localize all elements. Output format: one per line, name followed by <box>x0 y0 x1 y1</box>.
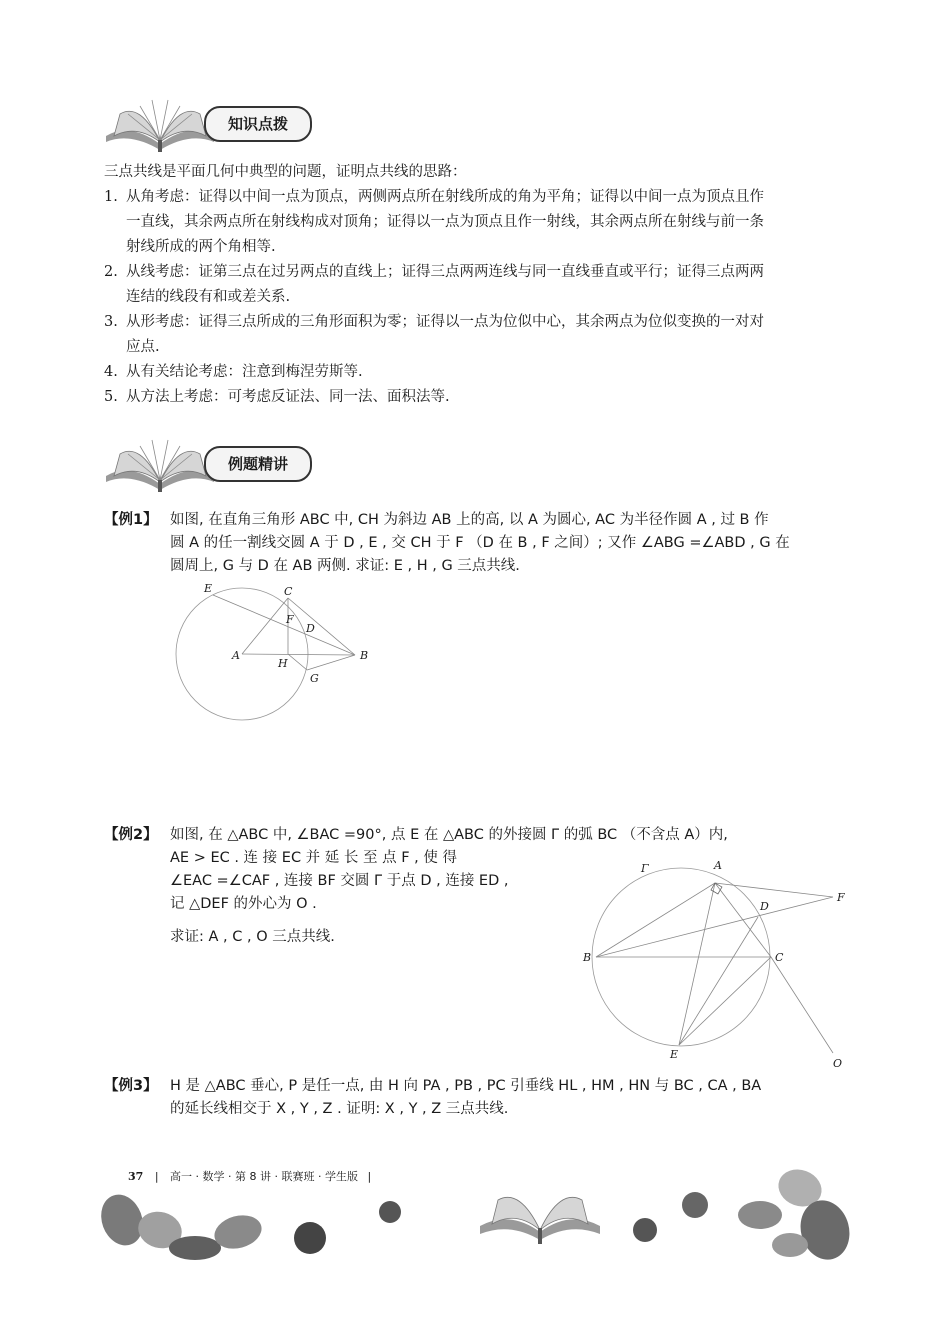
list-text <box>126 385 849 410</box>
list-item <box>104 260 849 310</box>
point-label: C <box>284 585 293 598</box>
page-number: 37 <box>128 1170 144 1183</box>
prove-statement: 求证: A , C , O 三点共线. <box>170 929 335 945</box>
list-text <box>126 360 849 385</box>
list-line: 从形考虑：证得三点所成的三角形面积为零；证得以一点为位似中心，其余两点为位似变换的一对对 <box>126 314 764 330</box>
list-text <box>126 310 849 360</box>
list-line: 从有关结论考虑：注意到梅涅劳斯等. <box>126 364 363 380</box>
leaf-icon <box>100 1189 401 1260</box>
point-label: D <box>760 900 769 913</box>
list-number: 2. <box>104 264 118 280</box>
point-label: A <box>232 649 240 662</box>
list-number: 4. <box>104 364 118 380</box>
example-tag: 【例3】 <box>104 1078 158 1094</box>
points-list <box>104 185 849 410</box>
list-number: 3. <box>104 314 118 330</box>
list-item <box>104 360 849 385</box>
point-label: Γ <box>641 862 649 875</box>
point-label: B <box>583 951 592 964</box>
point-label: B <box>360 649 369 662</box>
point-label: H <box>278 657 288 670</box>
section-title: 知识点拨 <box>204 106 312 142</box>
list-line: 一直线，其余两点所在射线构成对顶角；证得以一点为顶点且作一射线，其余两点所在射线与前一条 <box>126 214 764 230</box>
open-book-icon <box>100 92 220 156</box>
example-line: 如图, 在 △ABC 中, ∠BAC =90°, 点 E 在 △ABC 的外接圆 Γ 的弧 BC （不含点 A）内, <box>170 827 728 843</box>
point-label: G <box>310 672 319 685</box>
knowledge-body <box>104 160 849 410</box>
section-banner-examples <box>100 432 340 496</box>
list-line: 从角考虑：证得以中间一点为顶点，两侧两点所在射线所成的角为平角；证得以中间一点为顶点且作 <box>126 189 764 205</box>
figure-1-diagram <box>170 578 390 728</box>
point-label: C <box>775 951 784 964</box>
example-3 <box>104 1075 849 1121</box>
intro-text: 三点共线是平面几何中典型的问题，证明点共线的思路： <box>104 164 467 180</box>
example-line: 记 △DEF 的外心为 O . <box>170 896 317 912</box>
footer-decoration <box>100 1160 850 1270</box>
list-line: 连结的线段有和或差关系. <box>126 289 291 305</box>
example-line: AE > EC . 连 接 EC 并 延 长 至 点 F , 使 得 <box>170 850 457 866</box>
example-line: 圆周上, G 与 D 在 AB 两侧. 求证: E , H , G 三点共线. <box>170 558 520 574</box>
open-book-icon <box>100 432 220 496</box>
list-line: 从线考虑：证第三点在过另两点的直线上；证得三点两两连线与同一直线垂直或平行；证得三点两两 <box>126 264 764 280</box>
point-label: F <box>286 613 294 626</box>
example-tag: 【例1】 <box>104 512 158 528</box>
list-item <box>104 310 849 360</box>
point-label: A <box>714 859 722 872</box>
footer-caption: 高一 · 数学 · 第 8 讲 · 联赛班 · 学生版 <box>170 1170 358 1183</box>
leaf-icon <box>633 1164 850 1266</box>
point-label: D <box>306 622 315 635</box>
list-text <box>126 260 849 310</box>
example-line: H 是 △ABC 垂心, P 是任一点, 由 H 向 PA , PB , PC 引垂线 HL , HM , HN 与 BC , CA , BA <box>170 1078 762 1094</box>
page-footer: 37 | 高一 · 数学 · 第 8 讲 · 联赛班 · 学生版 | <box>128 1170 372 1183</box>
point-label: F <box>837 891 845 904</box>
list-line: 应点. <box>126 339 160 355</box>
list-line: 从方法上考虑：可考虑反证法、同一法、面积法等. <box>126 389 450 405</box>
example-line: 如图, 在直角三角形 ABC 中, CH 为斜边 AB 上的高, 以 A 为圆心, AC 为半径作圆 A , 过 B 作 <box>170 512 769 528</box>
point-label: O <box>833 1057 843 1070</box>
section-title: 例题精讲 <box>204 446 312 482</box>
figure-2-diagram <box>575 855 855 1075</box>
example-tag: 【例2】 <box>104 827 158 843</box>
list-number: 1. <box>104 189 118 205</box>
open-book-icon <box>480 1197 600 1244</box>
list-number: 5. <box>104 389 118 405</box>
example-1 <box>104 509 849 578</box>
example-line: ∠EAC =∠CAF , 连接 BF 交圆 Γ 于点 D , 连接 ED , <box>170 873 509 889</box>
example-line: 圆 A 的任一割线交圆 A 于 D , E , 交 CH 于 F （D 在 B , F 之间）; 又作 ∠ABG =∠ABD , G 在 <box>170 535 790 551</box>
list-item <box>104 185 849 260</box>
point-label: E <box>670 1048 679 1061</box>
list-line: 射线所成的两个角相等. <box>126 239 276 255</box>
point-label: E <box>204 582 213 595</box>
example-line: 的延长线相交于 X , Y , Z . 证明: X , Y , Z 三点共线. <box>170 1101 509 1117</box>
section-banner-knowledge <box>100 92 340 156</box>
list-text <box>126 185 849 260</box>
list-item <box>104 385 849 410</box>
